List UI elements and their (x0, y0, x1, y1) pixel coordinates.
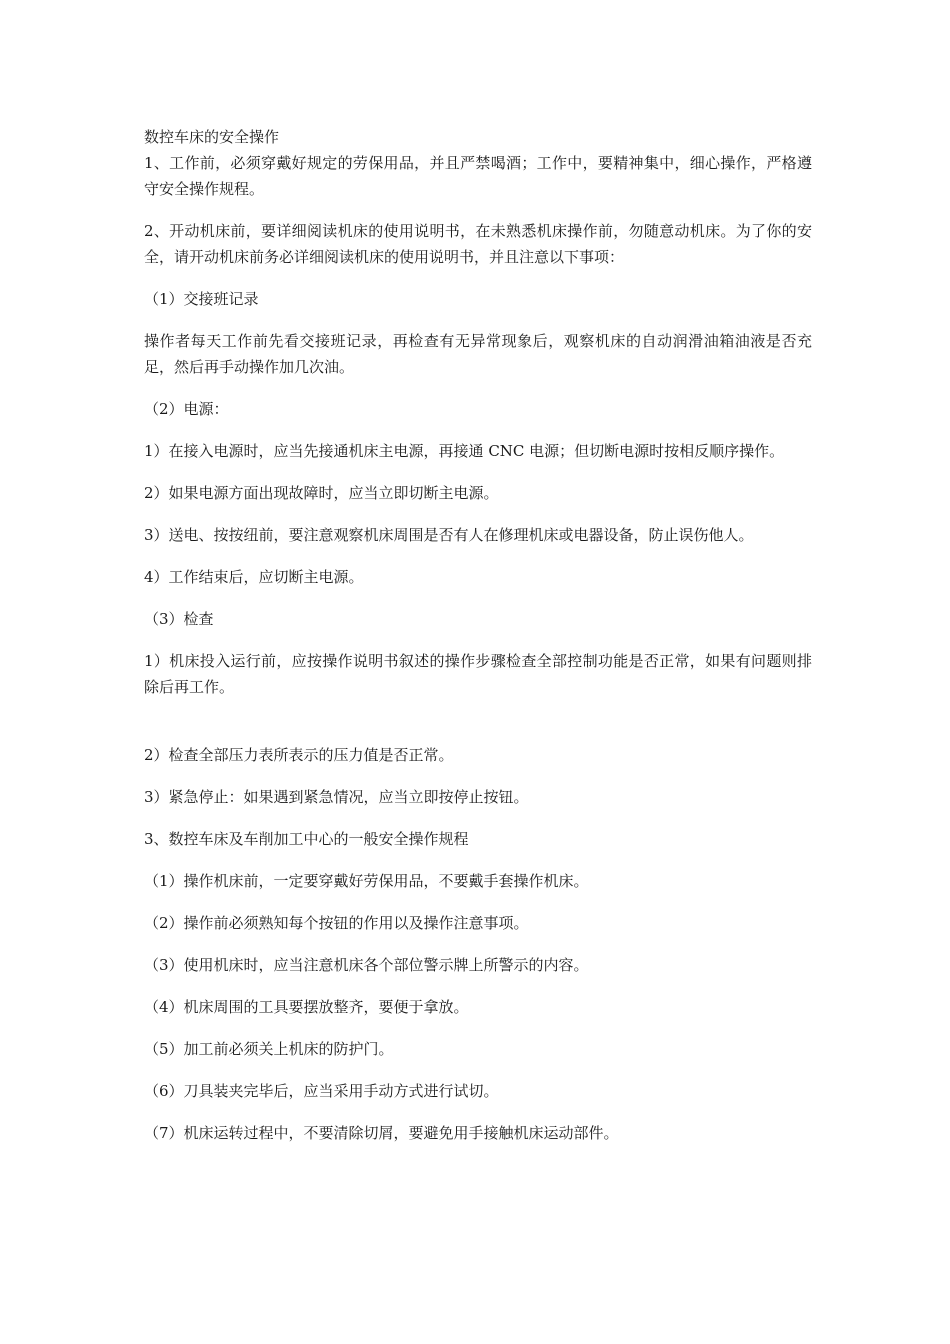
rule-item-2: （2）操作前必须熟知每个按钮的作用以及操作注意事项。 (144, 914, 529, 932)
paragraph-1: 1、工作前，必须穿戴好规定的劳保用品，并且严禁喝酒；工作中，要精神集中，细心操作，严格遵守安全操作规程。 (144, 154, 812, 198)
rule-item-7: （7）机床运转过程中，不要清除切屑，要避免用手接触机床运动部件。 (144, 1124, 619, 1142)
power-item-2: 2）如果电源方面出现故障时，应当立即切断主电源。 (144, 484, 499, 502)
rule-item-6: （6）刀具装夹完毕后，应当采用手动方式进行试切。 (144, 1082, 499, 1100)
power-item-1: 1）在接入电源时，应当先接通机床主电源，再接通 CNC 电源；但切断电源时按相反顺序操作。 (144, 442, 785, 460)
rule-item-3: （3）使用机床时，应当注意机床各个部位警示牌上所警示的内容。 (144, 956, 589, 974)
check-item-1: 1）机床投入运行前，应按操作说明书叙述的操作步骤检查全部控制功能是否正常，如果有问题则排除后再工作。 (144, 652, 812, 696)
rule-item-1: （1）操作机床前，一定要穿戴好劳保用品，不要戴手套操作机床。 (144, 872, 589, 890)
document-page (144, 124, 812, 1146)
rule-item-5: （5）加工前必须关上机床的防护门。 (144, 1040, 394, 1058)
check-item-2: 2）检查全部压力表所表示的压力值是否正常。 (144, 746, 454, 764)
section-heading-power: （2）电源： (144, 400, 229, 418)
paragraph-2: 2、开动机床前，要详细阅读机床的使用说明书，在未熟悉机床操作前，勿随意动机床。为了你的安全，请开动机床前务必详细阅读机床的使用说明书，并且注意以下事项： (144, 222, 812, 266)
power-item-4: 4）工作结束后，应切断主电源。 (144, 568, 364, 586)
section-heading-check: （3）检查 (144, 610, 214, 628)
power-item-3: 3）送电、按按纽前，要注意观察机床周围是否有人在修理机床或电器设备，防止误伤他人。 (144, 526, 754, 544)
check-item-3: 3）紧急停止：如果遇到紧急情况，应当立即按停止按钮。 (144, 788, 529, 806)
section-heading-general-rules: 3、数控车床及车削加工中心的一般安全操作规程 (144, 830, 469, 848)
paragraph-handover: 操作者每天工作前先看交接班记录，再检查有无异常现象后，观察机床的自动润滑油箱油液是否充足，然后再手动操作加几次油。 (144, 332, 812, 376)
rule-item-4: （4）机床周围的工具要摆放整齐，要便于拿放。 (144, 998, 469, 1016)
section-heading-handover: （1）交接班记录 (144, 290, 259, 308)
document-title: 数控车床的安全操作 (144, 128, 280, 146)
